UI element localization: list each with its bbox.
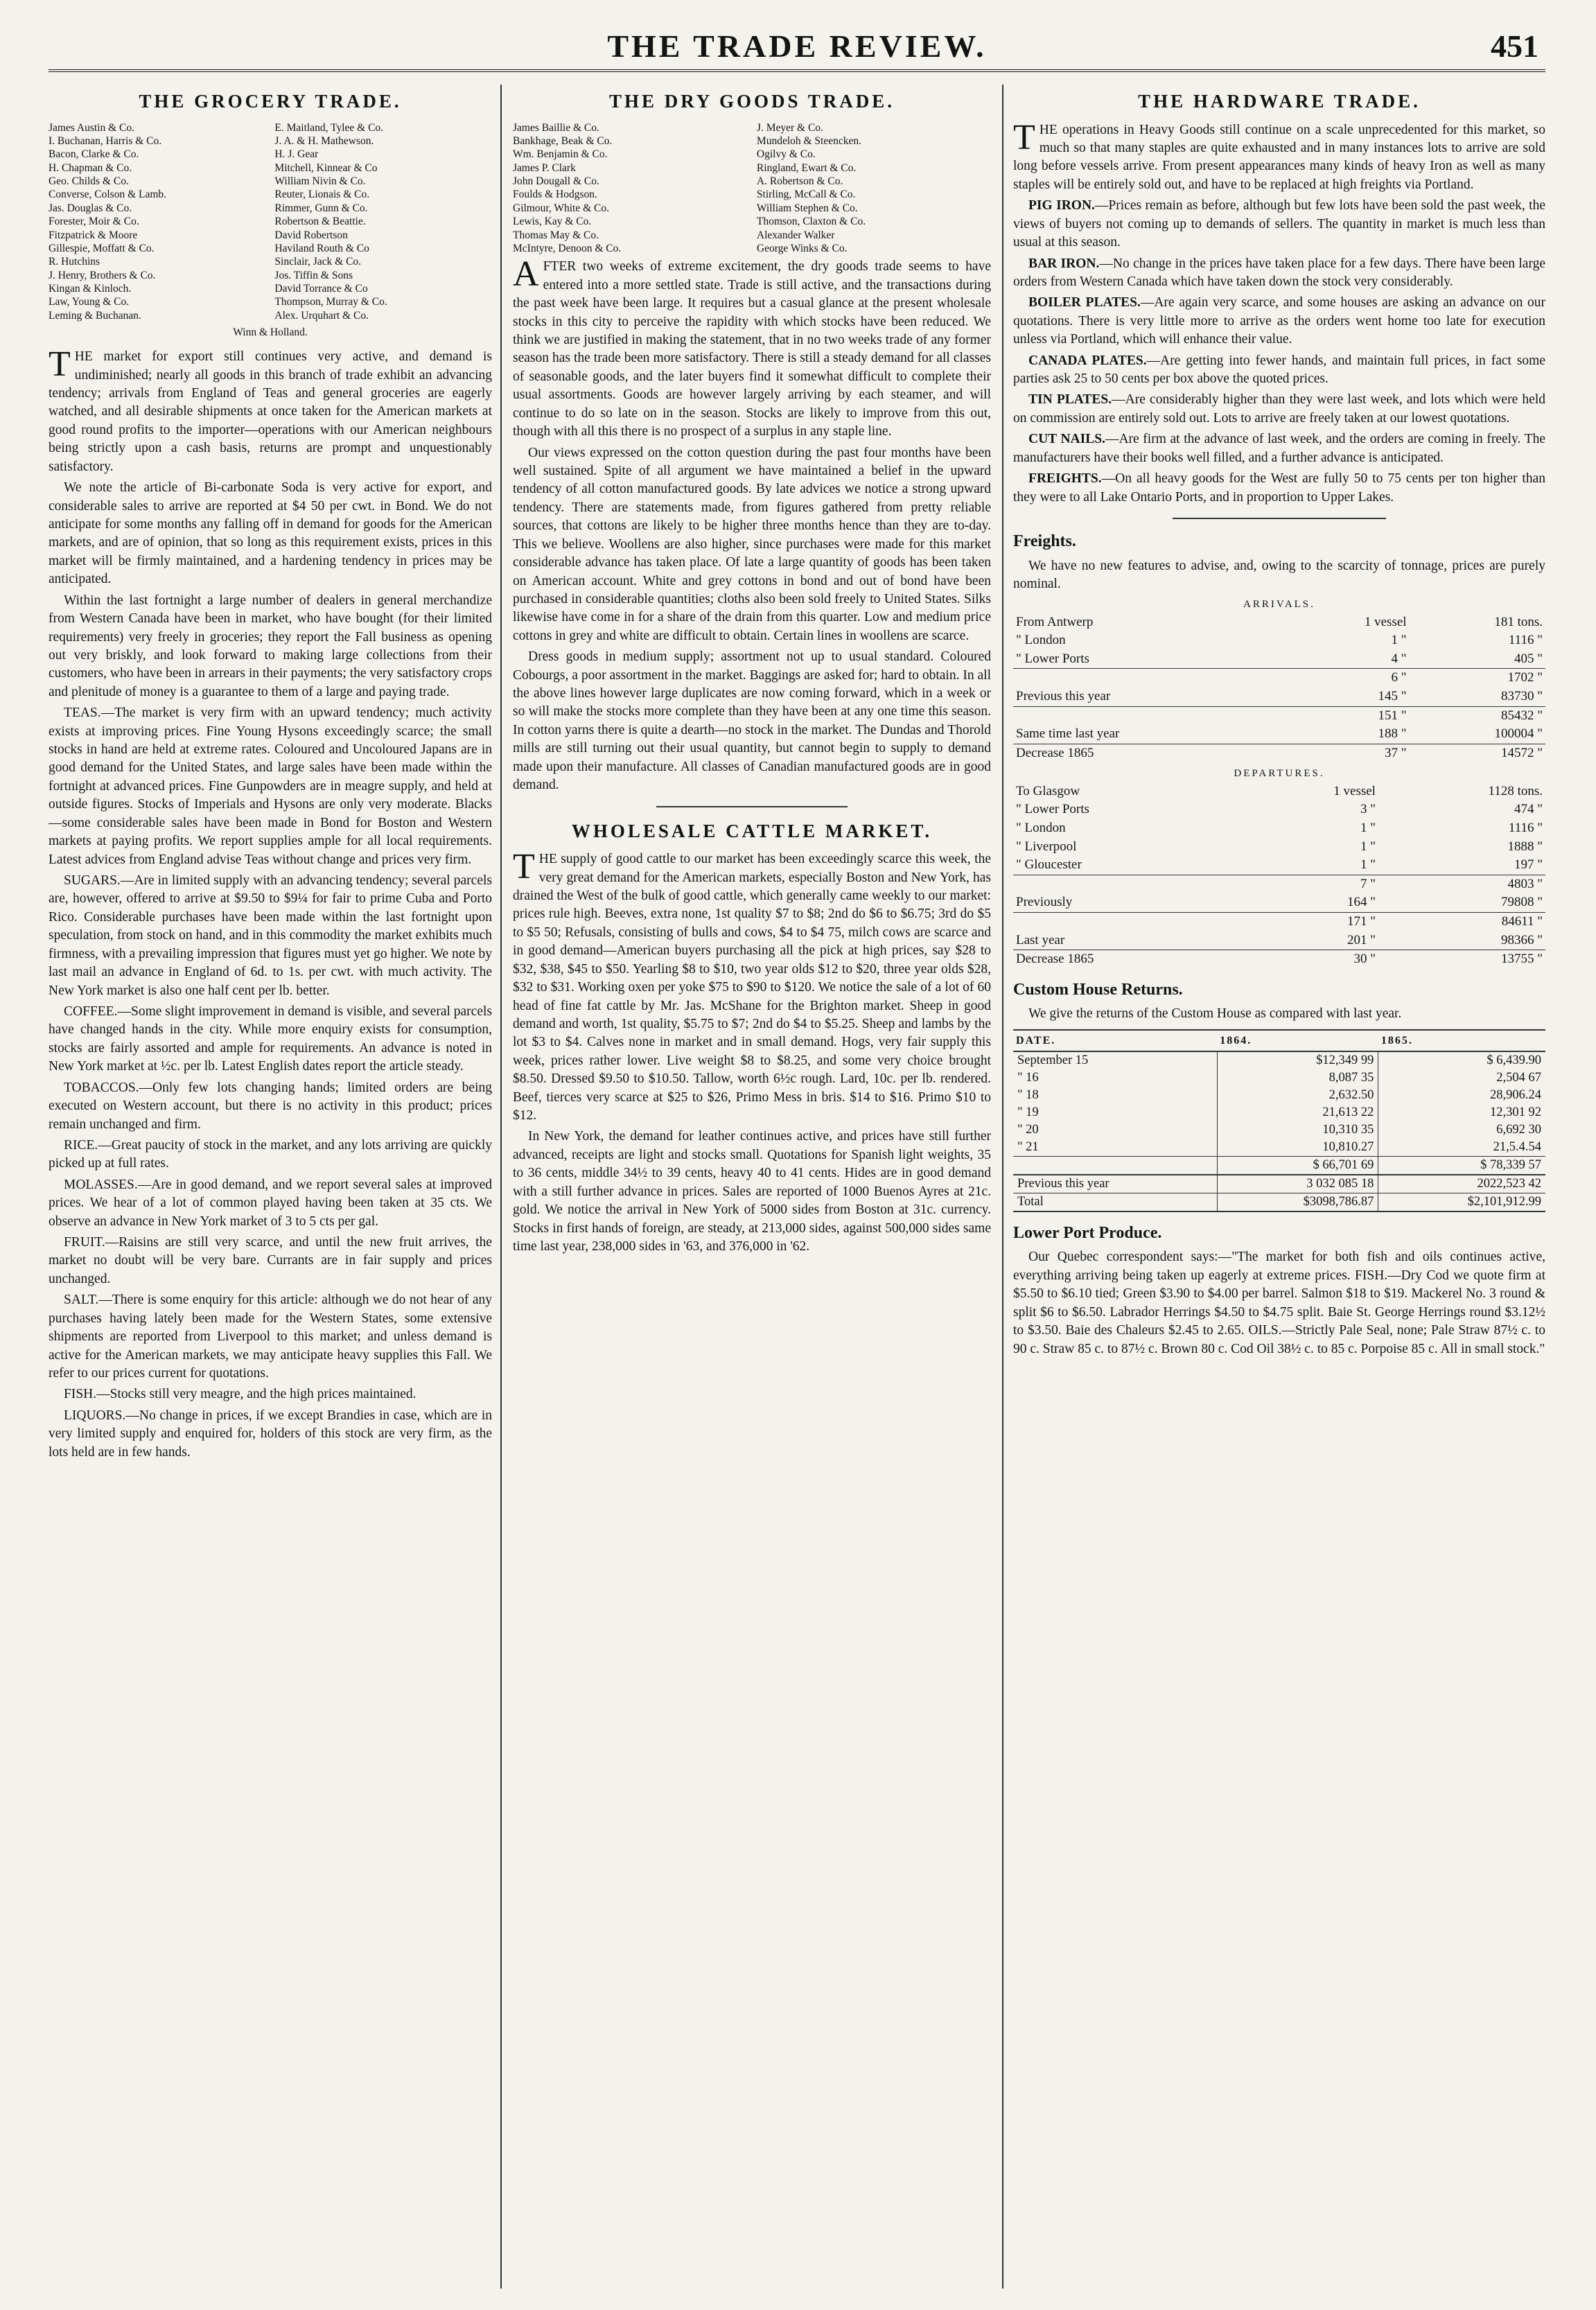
grocery-article <box>49 344 492 1462</box>
ledger-row <box>1013 613 1545 632</box>
ledger-row <box>1013 931 1545 950</box>
article-paragraph <box>1013 470 1545 507</box>
firm-name: Robertson & Beattie. <box>274 216 366 228</box>
customs-amount: $ 66,701 69 <box>1217 1157 1378 1175</box>
hardware-heading: THE HARDWARE TRADE. <box>1138 91 1421 112</box>
customs-row <box>1013 1157 1545 1175</box>
customs-row <box>1013 1193 1545 1211</box>
ledger-tons: 84611 " <box>1378 912 1545 931</box>
ledger-row <box>1013 782 1545 801</box>
column-rule <box>500 85 502 2289</box>
firm-name: A. Robertson & Co. <box>756 175 843 188</box>
customs-amount: 6,692 30 <box>1378 1121 1545 1139</box>
ledger-row <box>1013 706 1545 725</box>
paragraph-lede: FREIGHTS. <box>1028 471 1102 487</box>
article-paragraph: TEAS.—The market is very firm with an upward tendency; much activity exists at improving prices. Fine Young Hysons exceedingly scarce; the small stocks in hand are held at extreme rates. Coloured and Uncoloured Japans are in good demand for the United States, and large sales have been made within the fortnight at advanced prices. Fine Gunpowders are in meagre supply, and held at outside figures. Stocks of Imperials and Hysons are only very moderate. Blacks—some considerable sales have been made in Bond for Boston and Western markets at paying profits. We report supplies ample for all local requirements. Latest advices from England advise Teas without change and prices very firm. <box>49 706 492 867</box>
firm-name: Ringland, Ewart & Co. <box>756 161 857 174</box>
cattle-article <box>513 847 991 1256</box>
firm-name: Thomson, Claxton & Co. <box>756 216 866 228</box>
ledger-tons: 85432 " <box>1410 706 1545 725</box>
customs-date: September 15 <box>1017 1053 1089 1068</box>
ledger-label: " Liverpool <box>1016 839 1077 854</box>
ledger-row <box>1013 725 1545 744</box>
ledger-count: 188 " <box>1378 726 1407 742</box>
ledger-label: " London <box>1016 820 1066 835</box>
firm-name: Thompson, Murray & Co. <box>274 296 387 308</box>
ledger-count: 1 vessel <box>1333 783 1376 798</box>
ledger-count: 145 " <box>1378 689 1407 704</box>
firm-list-left <box>49 121 266 323</box>
customs-amount: 21,5.4.54 <box>1378 1139 1545 1156</box>
customs-table <box>1013 1029 1545 1212</box>
ledger-label: Previous this year <box>1016 689 1111 704</box>
firm-name: Wm. Benjamin & Co. <box>513 148 608 161</box>
dry-goods-firm-list <box>513 121 991 256</box>
firm-name: J. Henry, Brothers & Co. <box>49 269 156 281</box>
firm-name: Stirling, McCall & Co. <box>756 189 856 201</box>
cattle-heading: WHOLESALE CATTLE MARKET. <box>571 820 933 841</box>
paragraph-text: —On all heavy goods for the West are fully 50 to 75 cents per ton higher than they were to all Lake Ontario Ports, and in proportion to Upper Lakes. <box>1013 471 1545 505</box>
page-number: 451 <box>1491 28 1538 64</box>
ledger-row <box>1013 856 1545 875</box>
ledger-count: 1 vessel <box>1364 614 1407 629</box>
ledger-row <box>1013 819 1545 838</box>
customs-amount: $2,101,912.99 <box>1378 1193 1545 1211</box>
ledger-row <box>1013 631 1545 650</box>
ledger-label <box>1013 875 1246 893</box>
firm-name: H. Chapman & Co. <box>49 161 132 174</box>
firm-name: Gilmour, White & Co. <box>513 202 610 214</box>
firm-name: Alex. Urquhart & Co. <box>274 309 369 322</box>
ledger-tons: 474 " <box>1514 802 1543 817</box>
ledger-count: 1 " <box>1391 633 1407 648</box>
article-paragraph: MOLASSES.—Are in good demand, and we report several sales at improved prices. We hear of a lot of common played having been taken at 35 cts. We observe an advance in New York market of 3 to 5 cts per gal. <box>49 1177 492 1229</box>
firm-list-left <box>513 121 747 256</box>
ledger-label <box>1013 669 1289 688</box>
ledger-label: " Gloucester <box>1016 857 1082 873</box>
ledger-tons: 13755 " <box>1378 950 1545 969</box>
ledger-label: Last year <box>1016 932 1065 947</box>
firm-name: Jas. Douglas & Co. <box>49 202 132 214</box>
customs-row <box>1013 1051 1545 1069</box>
firm-name: Bankhage, Beak & Co. <box>513 134 613 147</box>
customs-column-header: 1864. <box>1217 1030 1378 1052</box>
paragraph-text: —Prices remain as before, although but few lots have been sold the past week, the views of buyers not coming up to demands of sellers. The quantity in market is much less than usual at this season. <box>1013 198 1545 250</box>
firm-name: Alexander Walker <box>756 229 835 241</box>
customs-date: " 21 <box>1017 1140 1039 1155</box>
paragraph-lede: TIN PLATES. <box>1028 392 1112 408</box>
firm-name: J. Meyer & Co. <box>756 121 823 134</box>
firm-name: Bacon, Clarke & Co. <box>49 148 139 161</box>
article-paragraph: THE supply of good cattle to our market has been exceedingly scarce this week, the very great demand for the American markets, especially Boston and New York, has drained the West of the bulk of good cattle, which generally came weekly to our market: prices rule high. Beeves, extra none, 1st quality $7 to $8; 2nd do $6 to $6.75; 3rd do $5 to $5 50; Refusals, consisting of bulls and cows, $4 to $4 75, milch cows are scarce and in good demand—American buyers purchasing all the pick at high prices, say $28 to $32, $38, $45 to $50. Yearling $8 to $10, two year olds $12 to $20, three year olds $28, $32 to $31. Working oxen per yoke $75 to $90 to $120. We notice the sale of a lot of 60 head of fine fat cattle by Mr. Jas. McShane for the Brighton market. Sheep in good demand and worth, 1st quality, $5.75 to $7; 2nd do $4 to $5.25. Sheep and lambs by the lot $3 to $4. Calves none in market and in small demand. Hogs, very fair supply this week, prices rather lower. Live weight $8 to $8.25, and some very choice brought $8.50. Dressed $9.50 to $10.50. Tallow, worth 6½c rough. Lard, 10c. per lb. rendered. Beef, tierces very scarce at $25 to $26, Primo Mess in bris. $14 to $16. Primo $10 to $12. <box>513 847 991 1123</box>
firm-name: William Nivin & Co. <box>274 175 366 188</box>
ledger-tons: 1128 tons. <box>1488 783 1543 798</box>
dry-goods-heading: THE DRY GOODS TRADE. <box>608 91 895 112</box>
firm-name: Foulds & Hodgson. <box>513 189 597 201</box>
firm-name: William Stephen & Co. <box>756 202 858 214</box>
firm-name: Kingan & Kinloch. <box>49 283 132 295</box>
article-paragraph <box>1013 294 1545 349</box>
article-paragraph <box>1013 255 1545 292</box>
ledger-count: 6 " <box>1289 669 1410 688</box>
firm-name: Rimmer, Gunn & Co. <box>274 202 368 214</box>
firm-name: Geo. Childs & Co. <box>49 175 129 188</box>
firm-name: H. J. Gear <box>274 148 319 161</box>
article-paragraph <box>1013 197 1545 252</box>
ledger-label: " Lower Ports <box>1016 802 1089 817</box>
ledger-label: Previously <box>1016 895 1073 910</box>
grocery-firm-list <box>49 121 492 323</box>
firm-name: Law, Young & Co. <box>49 296 130 308</box>
masthead <box>49 26 1545 72</box>
ledger-count: 37 " <box>1289 744 1410 762</box>
article-paragraph: RICE.—Great paucity of stock in the market, and any lots arriving are quickly picked up at full rates. <box>49 1137 492 1171</box>
hardware-article <box>1013 117 1545 507</box>
ledger-tons: 79808 " <box>1500 895 1543 910</box>
departures-table <box>1013 782 1545 969</box>
firm-name: James P. Clark <box>513 161 576 174</box>
firm-name: E. Maitland, Tylee & Co. <box>274 121 384 134</box>
customs-date: " 16 <box>1017 1071 1039 1085</box>
customs-amount: 10,310 35 <box>1217 1121 1378 1139</box>
ledger-row <box>1013 800 1545 819</box>
ledger-row <box>1013 669 1545 688</box>
firm-name: George Winks & Co. <box>756 242 848 254</box>
customs-amount: $12,349 99 <box>1217 1051 1378 1069</box>
paragraph-text: —Are again very scarce, and some houses are asking an advance on our quotations. There is very little more to arrive as the orders went home too late for execution unless via Portland, which will enhance their value. <box>1013 295 1545 347</box>
ledger-row <box>1013 912 1545 931</box>
arrivals-table <box>1013 613 1545 763</box>
customs-amount: 12,301 92 <box>1378 1104 1545 1121</box>
ledger-count: 1 " <box>1360 820 1376 835</box>
customs-amount: 2022,523 42 <box>1378 1175 1545 1193</box>
article-paragraph: FRUIT.—Raisins are still very scarce, and until the new fruit arrives, the market no doubt will be very bare. Currants are in fair supply and prices unchanged. <box>49 1235 492 1286</box>
ledger-label: Decrease 1865 <box>1013 744 1289 762</box>
firm-name: McIntyre, Denoon & Co. <box>513 242 622 254</box>
ledger-count: 171 " <box>1246 912 1378 931</box>
ledger-row <box>1013 950 1545 969</box>
article-paragraph <box>1013 391 1545 428</box>
ledger-count: 4 " <box>1391 651 1407 666</box>
article-paragraph: Dress goods in medium supply; assortment not up to usual standard. Coloured Cobourgs, a poor assortment in the market. Baggings are asked for; hard to obtain. In all the above lines however large duplicates are now coming forward, which in a week or so will make the stocks more complete than they have been at any one time this season. In cotton yarns there is quite a dearth—no stock in the market. The Dundas and Thorold mills are still turning out their usual quantity, but cannot begin to supply to demand made upon their manufacture. All classes of Canadian manufactured goods are in good demand. <box>513 649 991 793</box>
customs-row <box>1013 1069 1545 1087</box>
firm-name: David Torrance & Co <box>274 283 368 295</box>
customs-row <box>1013 1104 1545 1121</box>
article-paragraph: SUGARS.—Are in limited supply with an advancing tendency; several parcels are, however, offered to arrive at $9.50 to $9¼ for fair to prime Cuba and Porto Rico. Considerable purchases have been made within the last fortnight upon speculation, from stock on hand, and in this commodity the market exhibits much firmness, with a prevailing impression that figures must yet go higher. We note by last mail an advance in England of 6d. to 1s. per cwt. with much activity. The New York market is also one half cent per lb. better. <box>49 873 492 998</box>
ledger-tons: 4803 " <box>1378 875 1545 893</box>
ledger-label: Decrease 1865 <box>1013 950 1246 969</box>
ledger-tons: 1116 " <box>1508 820 1543 835</box>
ledger-tons: 83730 " <box>1500 689 1543 704</box>
firm-name: Leming & Buchanan. <box>49 309 141 322</box>
hardware-column <box>1013 89 1545 2286</box>
ledger-count: 201 " <box>1347 932 1376 947</box>
customs-date: Previous this year <box>1017 1177 1110 1191</box>
customs-intro: We give the returns of the Custom House as compared with last year. <box>1028 1006 1402 1022</box>
customs-amount: 21,613 22 <box>1217 1104 1378 1121</box>
firm-name: John Dougall & Co. <box>513 175 599 188</box>
customs-row <box>1013 1175 1545 1193</box>
customs-heading: Custom House Returns. <box>1013 980 1183 999</box>
firm-name: R. Hutchins <box>49 256 100 268</box>
ledger-count: 1 " <box>1360 839 1376 854</box>
customs-amount: 2,504 67 <box>1378 1069 1545 1087</box>
freights-heading: Freights. <box>1013 532 1076 551</box>
article-paragraph: TOBACCOS.—Only few lots changing hands; limited orders are being executed on Western account, but there is no activity in this product; prices remain unchanged and firm. <box>49 1080 492 1132</box>
firm-list-right <box>274 121 492 323</box>
section-divider <box>656 806 848 807</box>
ledger-row <box>1013 838 1545 857</box>
firm-name: Fitzpatrick & Moore <box>49 229 138 241</box>
customs-row <box>1013 1139 1545 1156</box>
firm-name: Mitchell, Kinnear & Co <box>274 161 378 174</box>
customs-date: " 19 <box>1017 1105 1039 1120</box>
firm-name: Mundeloh & Steencken. <box>756 134 862 147</box>
firm-name: Forester, Moir & Co. <box>49 216 139 228</box>
section-divider <box>1173 518 1385 519</box>
ledger-tons: 197 " <box>1514 857 1543 873</box>
ledger-tons: 405 " <box>1514 651 1543 666</box>
ledger-tons: 100004 " <box>1494 726 1543 742</box>
ledger-label <box>1013 706 1289 725</box>
firm-list-right <box>757 121 991 256</box>
ledger-count: 30 " <box>1246 950 1378 969</box>
firm-list-last: Winn & Holland. <box>233 326 308 339</box>
article-paragraph <box>1013 430 1545 467</box>
paragraph-text: —Are considerably higher than they were last week, and lots which were held on commission are entirely sold out. Lots to arrive are freely taken at our lowest quotations. <box>1013 392 1545 426</box>
grocery-heading: THE GROCERY TRADE. <box>139 91 402 112</box>
firm-name: Converse, Colson & Lamb. <box>49 189 167 201</box>
customs-column-header: 1865. <box>1378 1030 1545 1052</box>
dry-goods-column <box>513 89 991 2286</box>
ledger-count: 1 " <box>1360 857 1376 873</box>
ledger-tons: 1116 " <box>1508 633 1543 648</box>
paragraph-text: —Are getting into fewer hands, and maintain full prices, in fact some parties ask 25 to 50 cents per box above the quoted prices. <box>1013 353 1545 387</box>
article-paragraph: COFFEE.—Some slight improvement in demand is visible, and several parcels have changed hands in the city. While more enquiry exists for consumption, stocks are fairly assorted and ample for requirements. An advance is noted in New York market at ½c. per lb. Latest English dates report the article steady. <box>49 1004 492 1074</box>
article-paragraph: FISH.—Stocks still very meagre, and the high prices maintained. <box>64 1387 416 1402</box>
produce-heading: Lower Port Produce. <box>1013 1223 1162 1242</box>
article-paragraph: AFTER two weeks of extreme excitement, the dry goods trade seems to have entered into a more settled state. Trade is still active, and the transactions during the past week have been large. It requires but a casual glance at the present wholesale stocks in this city to perceive the rapidity with which stocks have been reduced. We think we are justified in making the statement, that in no two weeks trade of any former season has the trade been more satisfactory. There is still a steady demand for all classes of seasonable goods, and the later buyers find it somewhat difficult to complete their usual assortments. Goods are however largely arriving by each steamer, and will continue to do so late on in the season. Stocks are likely to improve from this out, though with all this there is no prospect of a surplus in any staple line. <box>513 254 991 439</box>
firm-name: David Robertson <box>274 229 348 241</box>
grocery-column <box>49 89 492 2286</box>
firm-name: Ogilvy & Co. <box>756 148 816 161</box>
firm-name: I. Buchanan, Harris & Co. <box>49 134 162 147</box>
ledger-row <box>1013 650 1545 669</box>
paragraph-lede: BOILER PLATES. <box>1028 295 1141 310</box>
firm-name: Sinclair, Jack & Co. <box>274 256 362 268</box>
customs-date: Total <box>1013 1193 1217 1211</box>
ledger-label <box>1013 912 1246 931</box>
ledger-count: 7 " <box>1246 875 1378 893</box>
paragraph-lede: BAR IRON. <box>1028 256 1100 271</box>
customs-amount: 10,810.27 <box>1217 1139 1378 1156</box>
customs-date: " 18 <box>1017 1088 1039 1103</box>
firm-name: James Baillie & Co. <box>513 121 599 134</box>
article-paragraph: THE market for export still continues very active, and demand is undiminished; nearly all goods in this branch of trade exhibit an advancing tendency; arrivals from England of Teas and general groceries are eagerly watched, and all desirable shipments at once taken for the American markets at good round profits to the importer—operations with our American neighbours being strictly upon a cash basis, returns are prompt and unquestionably satisfactory. <box>49 344 492 474</box>
customs-amount: $ 78,339 57 <box>1378 1157 1545 1175</box>
departures-label: DEPARTURES. <box>1234 768 1325 780</box>
ledger-row <box>1013 875 1545 893</box>
ledger-tons: 1702 " <box>1410 669 1545 688</box>
firm-name: James Austin & Co. <box>49 121 135 134</box>
article-paragraph: Our views expressed on the cotton question during the past four months have been well sustained. Spite of all argument we have maintained a belief in the upward tendency of all cotton manufactured goods. By late advices we notice a strong upward tendency. There are statements made, from figures gathered from pretty reliable sources, that cottons are likely to be higher three months hence than they are to-day. This we believe. Woollens are also higher, since purchases were made for this market considerable advance has taken place. Of late a large quantity of goods has been taken on American account. White and grey cottons in bond and out of bond have been purchased in considerable quantities; cloths also been sold freely to United States. Silks likewise have come in for a share of the drain from this quarter. Low and medium price cottons in grey and white are difficult to obtain. Certain lines in woollens are scarce. <box>513 445 991 643</box>
ledger-label: " Lower Ports <box>1016 651 1089 666</box>
paragraph-text: —No change in the prices have taken place for a few days. There have been large orders from Western Canada which have taken down the stock very considerably. <box>1013 256 1545 289</box>
ledger-label: " London <box>1016 633 1066 648</box>
ledger-count: 164 " <box>1347 895 1376 910</box>
article-paragraph <box>1013 352 1545 389</box>
ledger-label: Same time last year <box>1016 726 1120 742</box>
firm-name: Gillespie, Moffatt & Co. <box>49 242 155 254</box>
ledger-tons: 98366 " <box>1500 932 1543 947</box>
article-paragraph: SALT.—There is some enquiry for this article: although we do not hear of any purchases having lately been made for the Western States, some extensive shipments are reported from Liverpool to this market; and unless demand is active for the American markets, we may anticipate heavy supplies this Fall. We refer to our prices current for quotations. <box>49 1293 492 1381</box>
article-paragraph: LIQUORS.—No change in prices, if we except Brandies in case, which are in very limited supply and enquired for, holders of this stock are very firm, as the lots held are in few hands. <box>49 1408 492 1460</box>
customs-amount: 3 032 085 18 <box>1217 1175 1378 1193</box>
customs-date: " 20 <box>1017 1123 1039 1137</box>
ledger-count: 3 " <box>1360 802 1376 817</box>
ledger-row <box>1013 744 1545 762</box>
customs-row <box>1013 1087 1545 1104</box>
firm-name: Haviland Routh & Co <box>274 242 369 254</box>
article-paragraph <box>1013 117 1545 195</box>
article-paragraph: We note the article of Bi-carbonate Soda is very active for export, and considerable sales to arrive are reported at $4 50 per cwt. in Bond. We do not anticipate for some months any falling off in demand for goods for the American markets, and are of opinion, that so long as this requirement exists, prices in this market will be firmly maintained, and a hardening tendency in prices may be anticipated. <box>49 480 492 587</box>
ledger-label: To Glasgow <box>1016 783 1080 798</box>
ledger-tons: 181 tons. <box>1494 614 1543 629</box>
ledger-label: From Antwerp <box>1016 614 1094 629</box>
paragraph-lede: CUT NAILS. <box>1028 432 1105 447</box>
ledger-count: 151 " <box>1289 706 1410 725</box>
customs-amount: 8,087 35 <box>1217 1069 1378 1087</box>
customs-amount: 2,632.50 <box>1217 1087 1378 1104</box>
customs-amount: 28,906.24 <box>1378 1087 1545 1104</box>
customs-row <box>1013 1121 1545 1139</box>
ledger-tons: 1888 " <box>1507 839 1543 854</box>
freights-intro: We have no new features to advise, and, owing to the scarcity of tonnage, prices are purely nominal. <box>1013 558 1545 591</box>
customs-column-header: DATE. <box>1013 1030 1217 1052</box>
customs-date <box>1013 1157 1217 1175</box>
paragraph-lede: CANADA PLATES. <box>1028 353 1147 368</box>
customs-amount: $ 6,439.90 <box>1378 1051 1545 1069</box>
article-paragraph: Within the last fortnight a large number of dealers in general merchandize from Western Canada have been in market, who have bought (for their limited requirements) very freely in groceries; they report the Fall business as opening out very briskly, and look forward to making large collections from their customers, who have been in arrears in their payments; the very satisfactory crops and plenitude of money is a guarantee to them of a large and paying trade. <box>49 593 492 699</box>
paragraph-lede: PIG IRON. <box>1028 198 1095 213</box>
customs-amount: $3098,786.87 <box>1217 1193 1378 1211</box>
firm-name: Thomas May & Co. <box>513 229 599 241</box>
paragraph-text: —Are firm at the advance of last week, and the orders are coming in freely. The manufacturers have their books well filled, and a further advance is anticipated. <box>1013 432 1545 465</box>
dry-goods-article <box>513 254 991 794</box>
ledger-row <box>1013 893 1545 912</box>
column-rule <box>1002 85 1003 2289</box>
firm-name: J. A. & H. Mathewson. <box>274 134 374 147</box>
firm-name: Lewis, Kay & Co. <box>513 216 592 228</box>
firm-name: Jos. Tiffin & Sons <box>274 269 353 281</box>
paragraph-text: THE operations in Heavy Goods still continue on a scale unprecedented for this market, so much so that many staples are quite exhausted and in many instances lots to arrive are sold long before vessels arrive. From present appearances many kinds of heavy Iron as well as many staples will be entirely sold out, and have to be replaced at high freights via Portland. <box>1013 117 1545 192</box>
produce-text: Our Quebec correspondent says:—"The market for both fish and oils continues active, everything arriving being taken up eagerly at extreme prices. FISH.—Dry Cod we quote firm at $5.50 to $6.10 tied; Green $3.90 to $4.00 per barrel. Salmon $18 to $19. Mackerel No. 3 round & split $6 to $6.50. Labrador Herrings $4.50 to $4.75 split. Baie St. George Herrings round $3.12½ to $3.50. Baie des Chaleurs $2.45 to 2.65. OILS.—Strictly Pale Seal, none; Pale Straw 87½ c. to 90 c. Straw 85 c. to 87½ c. Brown 80 c. Cod Oil 38½ c. to 85 c. Porpoise 85 c. All in small stock." <box>1013 1250 1545 1356</box>
arrivals-label: ARRIVALS. <box>1243 599 1315 611</box>
firm-name: Reuter, Lionais & Co. <box>274 189 370 201</box>
ledger-tons: 14572 " <box>1410 744 1545 762</box>
page-title: THE TRADE REVIEW. <box>607 28 987 64</box>
article-paragraph: In New York, the demand for leather continues active, and prices have still further advanced, receipts are light and stocks small. Quotations for Spanish light weights, 35 to 36 cents, middle 34½ to 39 cents, heavy 40 to 41 cents. Hides are in good demand with a still further advance in prices. Sales are reported of 1000 Buenos Ayres at 21c. gold. We notice the arrival in New York of 5000 sides from Boston at 31c. currency. Stocks in first hands of foreign, are steady, at 213,000 sides, against 500,000 sides same time last year, 238,000 sides in '63, and 376,000 in '62. <box>513 1129 991 1254</box>
ledger-row <box>1013 688 1545 706</box>
